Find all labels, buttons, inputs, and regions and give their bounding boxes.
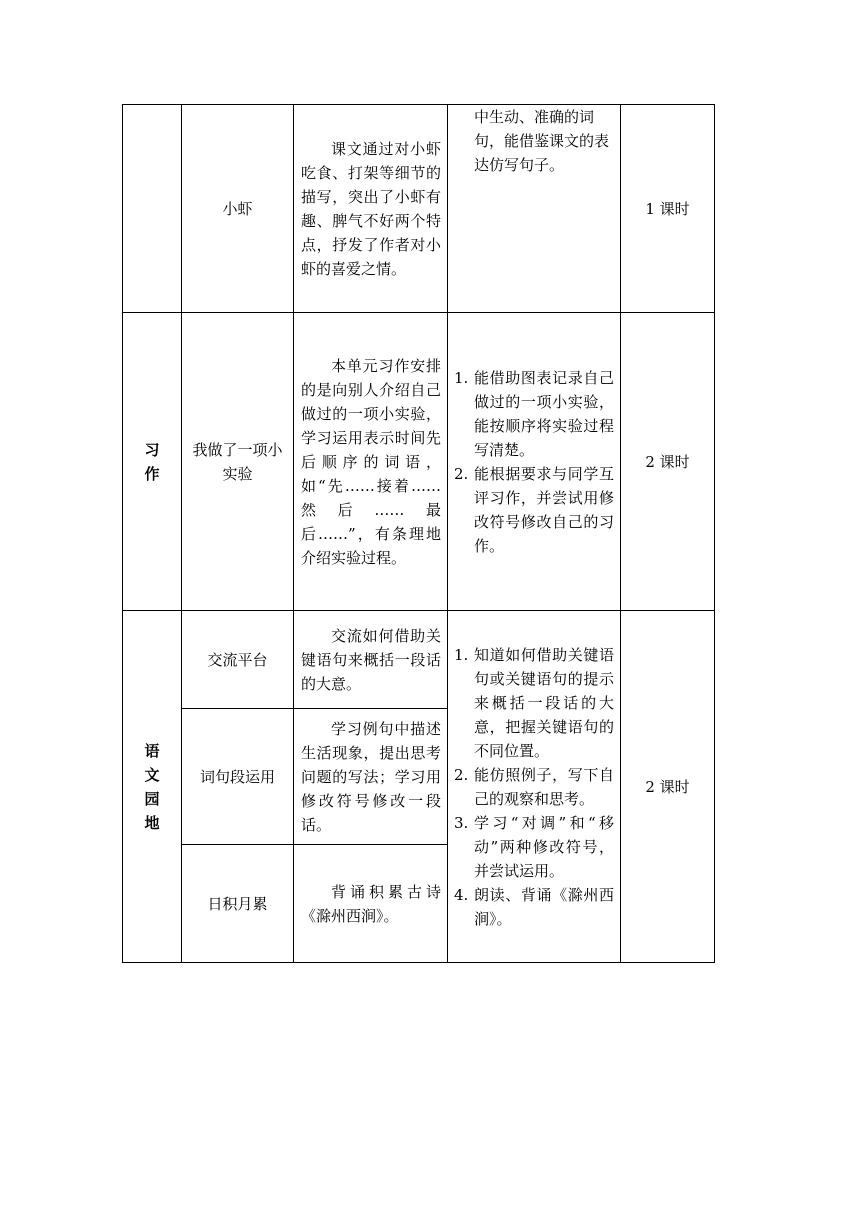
content-text: 交流如何借助关键语句来概括一段话的大意。 bbox=[301, 626, 441, 693]
hours-cell bbox=[621, 313, 715, 611]
lesson-title: 日积月累 bbox=[207, 894, 268, 913]
goals-text: 中生动、准确的词句，能借鉴课文的表达仿写句子。 bbox=[474, 108, 610, 174]
hours-text: 1 课时 bbox=[645, 199, 690, 218]
hours-text: 2 课时 bbox=[645, 452, 690, 471]
content-cell bbox=[294, 845, 448, 963]
lesson-title-cell bbox=[182, 313, 294, 611]
goal-item: 2. 能根据要求与同学互评习作，并尝试用修改符号修改自己的习作。 bbox=[454, 464, 614, 555]
content-text: 学习例句中描述生活现象，提出思考问题的写法；学习用修改符号修改一段话。 bbox=[301, 719, 441, 834]
goals-cell bbox=[448, 105, 621, 313]
table-row bbox=[123, 313, 715, 611]
content-cell bbox=[294, 709, 448, 845]
hours-cell bbox=[621, 611, 715, 963]
table-row bbox=[123, 105, 715, 313]
unit-title: 习作 bbox=[144, 440, 160, 483]
goal-item: 2. 能仿照例子，写下自己的观察和思考。 bbox=[454, 765, 614, 808]
content-text: 本单元习作安排的是向别人介绍自己做过的一项小实验，学习运用表示时间先后顺序的词语，如“先……接着……然后……最后……”，有条理地介绍实验过程。 bbox=[301, 356, 441, 567]
content-cell bbox=[294, 611, 448, 709]
lesson-title: 词句段运用 bbox=[199, 767, 275, 786]
goals-list bbox=[448, 366, 620, 558]
table-row bbox=[123, 611, 715, 709]
content-cell bbox=[294, 105, 448, 313]
goal-item: 1. 知道如何借助关键语句或关键语句的提示来概括一段话的大意，把握关键语句的不同位置。 bbox=[454, 645, 614, 760]
unit-cell bbox=[123, 313, 182, 611]
lesson-title-cell bbox=[182, 105, 294, 313]
lesson-title: 小虾 bbox=[222, 199, 253, 218]
unit-cell bbox=[123, 611, 182, 963]
goals-cell bbox=[448, 611, 621, 963]
unit-title: 语文园地 bbox=[144, 741, 160, 832]
lesson-title-cell bbox=[182, 709, 294, 845]
hours-cell bbox=[621, 105, 715, 313]
goal-item: 1. 能借助图表记录自己做过的一项小实验，能按顺序将实验过程写清楚。 bbox=[454, 368, 614, 459]
lesson-title: 我做了一项小实验 bbox=[192, 440, 283, 483]
lesson-title-cell bbox=[182, 845, 294, 963]
goal-item: 4. 朗读、背诵《滁州西涧》。 bbox=[454, 885, 614, 928]
content-text: 背诵积累古诗《滁州西涧》。 bbox=[301, 882, 441, 925]
goal-item: 3. 学习“对调”和“移动”两种修改符号，并尝试运用。 bbox=[454, 813, 614, 880]
goals-cell bbox=[448, 313, 621, 611]
lesson-plan-table bbox=[122, 104, 715, 963]
hours-text: 2 课时 bbox=[645, 777, 690, 796]
lesson-title: 交流平台 bbox=[207, 650, 268, 669]
goals-list bbox=[448, 643, 620, 931]
lesson-title-cell bbox=[182, 611, 294, 709]
unit-cell-empty bbox=[123, 105, 182, 313]
content-text: 课文通过对小虾吃食、打架等细节的描写，突出了小虾有趣、脾气不好两个特点，抒发了作者对小虾的喜爱之情。 bbox=[301, 139, 441, 278]
content-cell bbox=[294, 313, 448, 611]
